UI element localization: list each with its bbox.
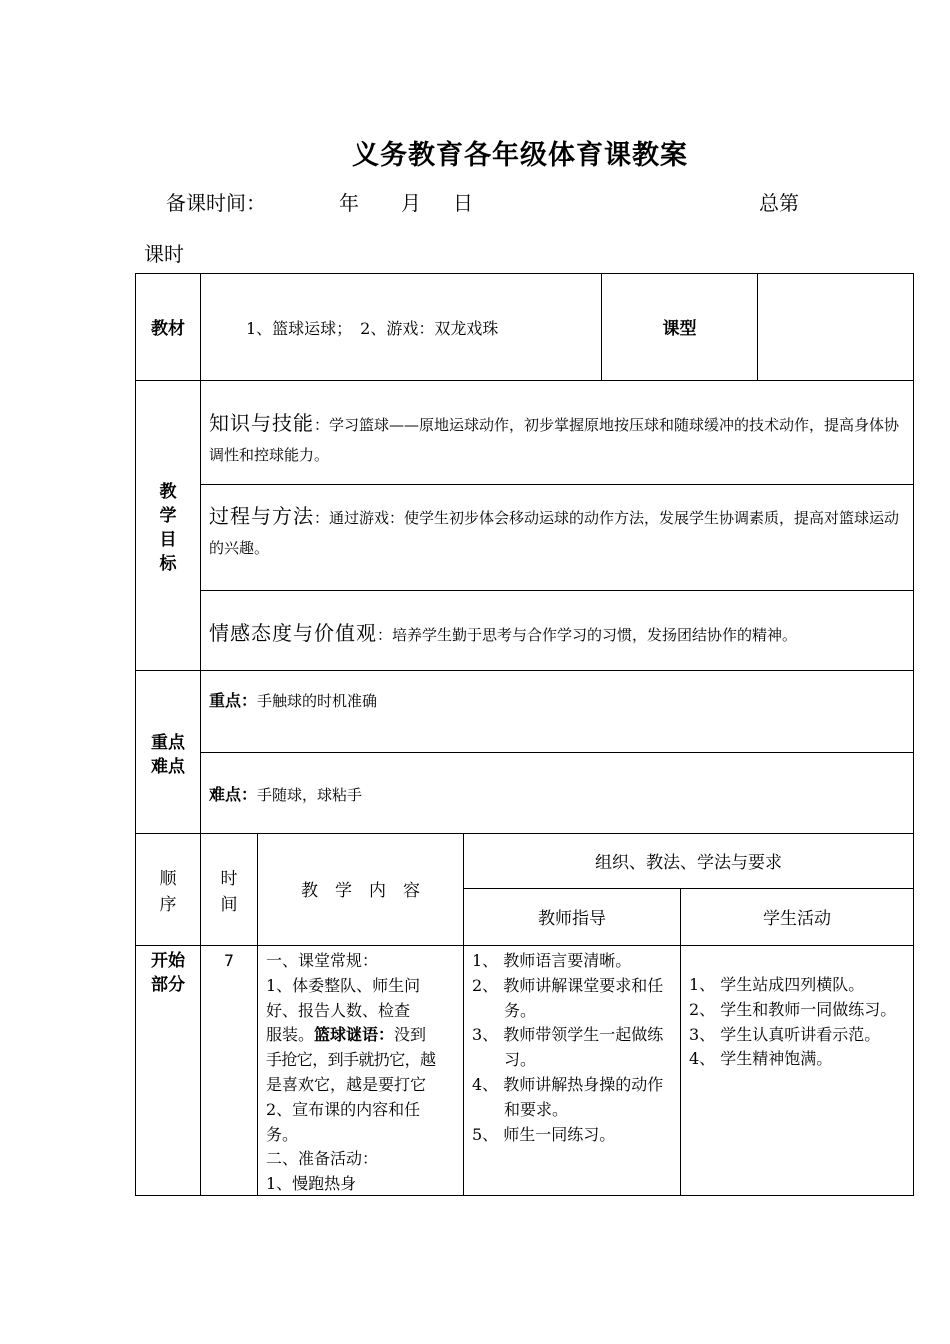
objective-process-text: ：通过游戏：使学生初步体会移动运球的动作方法，发展学生协调素质，提高对篮球运动的兴趣。 [209,509,900,557]
objective-process-heading: 过程与方法 [209,504,314,528]
list-item: 3、 学生认真听讲看示范。 [689,1024,881,1044]
objective-process [209,502,906,563]
total-label: 总第 [759,191,799,215]
difficulty-text: 手随球，球粘手 [257,786,363,804]
lesson-label: 课时 [144,242,184,266]
list-item: 4、 教师讲解热身操的动作和要求。 [472,1074,664,1119]
time-header: 时 间 [220,869,238,915]
teacher-header: 教师指导 [538,909,606,929]
page-title: 义务教育各年级体育课教案 [352,140,688,171]
key-point [209,689,899,713]
phase-start-content: 一、课堂常规： 1、体委整队、师生问 好、报告人数、检查 服装。篮球谜语：没到 手抢它，到手就扔它，越 是喜欢它，越是要打它 2、宣布课的内容和任 务。 二、准备活动： 1、慢跑热身 [266,951,436,1194]
material-label: 教材 [151,319,185,339]
phase-start-label: 开始 部分 [151,951,185,995]
objective-knowledge-text: ：学习篮球——原地运球动作，初步掌握原地按压球和随球缓冲的技术动作，提高身体协调性和控球能力。 [209,416,900,464]
student-activity-list [689,973,907,1072]
key-point-label: 重点： [209,691,258,710]
list-item: 2、 教师讲解课堂要求和任务。 [472,975,664,1020]
objective-knowledge [209,409,906,470]
year-label: 年 [339,191,359,215]
list-item: 2、 学生和教师一同做练习。 [689,999,897,1019]
objective-emotion-text: ：培养学生勤于思考与合作学习的习惯，发扬团结协作的精神。 [377,626,798,644]
list-item: 5、 师生一同练习。 [472,1124,616,1144]
key-points-label: 重点 难点 [151,733,185,777]
objective-knowledge-heading: 知识与技能 [209,411,314,435]
list-item: 3、 教师带领学生一起做练习。 [472,1025,664,1070]
methods-header: 组织、教法、学法与要求 [595,853,782,873]
material-content: 1、篮球运球； 2、游戏：双龙戏珠 [246,319,499,338]
lesson-type-label: 课型 [662,319,697,339]
teacher-guidance-list [472,949,674,1147]
order-header: 顺 序 [159,869,177,915]
objective-emotion [209,619,906,650]
objective-emotion-heading: 情感态度与价值观 [209,621,377,645]
list-item: 1、 学生站成四列横队。 [689,975,865,994]
prep-time-label: 备课时间： [166,191,266,215]
month-label: 月 [401,191,421,215]
difficulty-point [209,783,899,807]
objectives-label: 教 学 目 标 [159,482,177,574]
day-label: 日 [453,191,473,215]
difficulty-label: 难点： [209,785,258,804]
key-point-text: 手触球的时机准确 [257,692,378,710]
list-item: 1、 教师语言要清晰。 [472,951,632,970]
list-item: 4、 学生精神饱满。 [689,1049,833,1069]
student-header: 学生活动 [763,909,831,929]
content-header: 教 学 内 容 [301,881,420,901]
phase-start-time: 7 [223,951,235,970]
